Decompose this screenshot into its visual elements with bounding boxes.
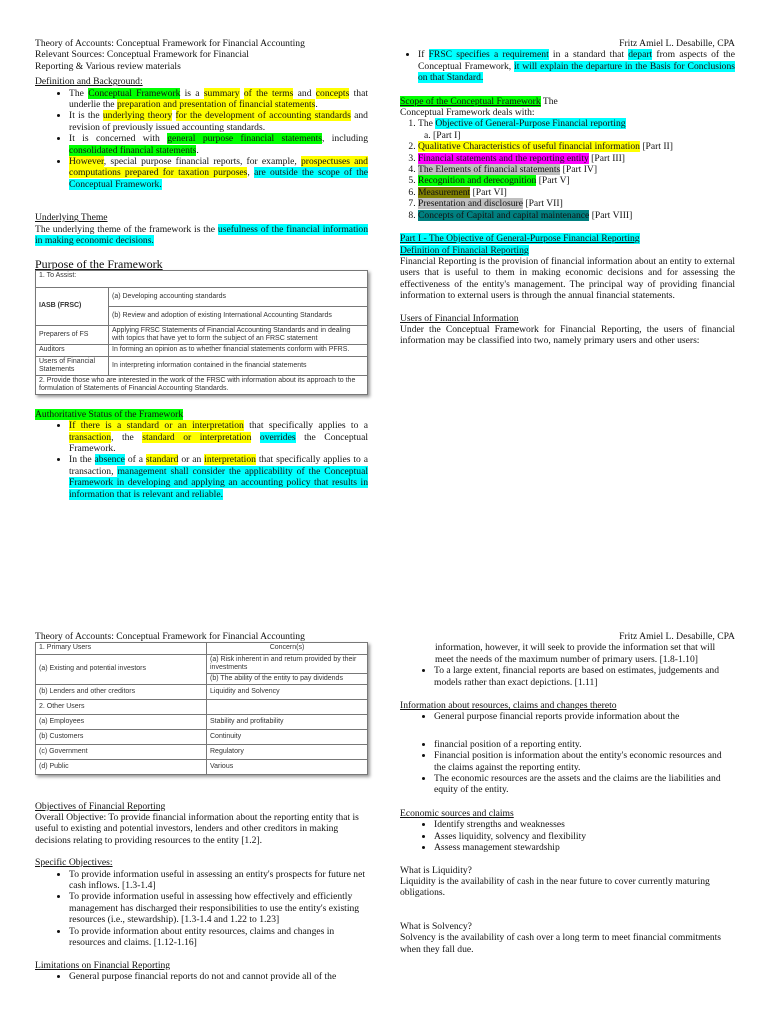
solvency-text: Solvency is the availability of cash over a long term to meet financial commitments when they fall due. (400, 932, 722, 955)
list-item: • To provide information useful in assessing how effectively and efficiently management has discharged their responsibilities to use the entity's existing resources (i.e., stewardship). [1.3-1.4 and 1.22 to 1.23] (69, 891, 368, 925)
limitations-list (35, 971, 368, 982)
list-item: • Asses liquidity, solvency and flexibility (434, 831, 735, 842)
specific-objectives-heading: Specific Objectives: (35, 857, 113, 869)
theme-heading: Underlying Theme (35, 212, 108, 224)
doc-title: Theory of Accounts: Conceptual Framework for Financial Accounting (35, 38, 305, 49)
table-row: (b) Review and adoption of existing International Accounting Standards (36, 306, 368, 325)
page-2 (0, 616, 768, 1024)
economic-heading: Economic sources and claims (400, 807, 514, 819)
list-item: • Financial position is information about the entity's economic resources and the claims against the reporting entity. (434, 750, 735, 773)
definition-list (35, 88, 368, 191)
sources-line: Relevant Sources: Conceptual Framework for Financial (35, 49, 249, 61)
list-item: • It is concerned with general purpose financial statements, including consolidated financial statements. (69, 133, 368, 156)
part1-heading: Part I - The Objective of General-Purpose Financial Reporting (400, 233, 640, 245)
table-row: Preparers of FS Applying FRSC Statements of Financial Accounting Standards and in dealing with topics that have yet to form the subject of an FRSC statement (36, 325, 368, 344)
table-row: 2. Other Users (36, 700, 368, 715)
users-text: Under the Conceptual Framework for Financial Reporting, the users of financial information may be classified into two, namely primary users and other users: (400, 323, 735, 347)
limitations-cont: information, however, it will seek to provide the information set that will meet the needs of the maximum number of primary users. [1.8-1.10] (435, 642, 716, 665)
scope-intro: Conceptual Framework deals with: (400, 107, 535, 119)
authoritative-list (35, 420, 368, 500)
list-item: • General purpose financial reports do not and cannot provide all of the (69, 971, 368, 982)
list-item: 1. The Objective of General-Purpose Financial reporting a. [Part I] (418, 118, 735, 141)
list-item: • Identify strengths and weaknesses (434, 819, 735, 830)
table-row: 1. To Assist: (36, 270, 368, 287)
table-row: 2. Provide those who are interested in the work of the FRSC with information about its approach to the formulation of Statements of Financial Accounting Standards. (36, 375, 368, 394)
definition-heading: Definition and Background: (35, 76, 143, 88)
limitations-list-cont (400, 665, 735, 688)
page1-left-column (35, 38, 368, 500)
purpose-table (35, 270, 368, 395)
list-item: • To provide information useful in assessing an entity's prospects for future net cash inflows. [1.3-1.4] (69, 869, 368, 892)
list-item: • However, special purpose financial reports, for example, prospectuses and computations prepared for taxation purposes, are outside the scope of the Conceptual Framework. (69, 156, 368, 190)
info-heading: Information about resources, claims and changes thereto (400, 700, 617, 712)
table-row: 1. Primary Users Concern(s) (36, 643, 368, 654)
page2-left-column (35, 631, 368, 982)
theme-text: The underlying theme of the framework is the usefulness of the financial information in making economic decisions. (35, 223, 368, 247)
specific-objectives-list (35, 869, 368, 949)
authoritative-list-cont (400, 49, 735, 83)
list-item: • If there is a standard or an interpretation that specifically applies to a transaction, the standard or interpretation overrides the Conceptual Framework. (69, 420, 368, 454)
list-item: • If FRSC specifies a requirement in a standard that depart from aspects of the Conceptual Framework, it will explain the departure in the Basis for Conclusions on that Standard. (418, 49, 735, 83)
scope-list (400, 118, 735, 221)
list-item: 3. Financial statements and the reporting entity [Part III] (418, 153, 735, 164)
table-row: (d) Public Various (36, 760, 368, 775)
list-item: • The Conceptual Framework is a summary of the terms and concepts that underlie the preparation and presentation of financial statements. (69, 88, 368, 111)
list-item: • To provide information about entity resources, claims and changes in resources and claims. [1.12-1.16] (69, 926, 368, 949)
doc-title-2: Theory of Accounts: Conceptual Framework for Financial Accounting (35, 631, 305, 642)
author-name-2: Fritz Amiel L. Desabille, CPA (619, 631, 735, 642)
liquidity-text: Liquidity is the availability of cash in the near future to cover currently maturing obligations. (400, 875, 710, 899)
table-row: IASB (FRSC) (a) Developing accounting standards (36, 287, 368, 306)
users-heading: Users of Financial Information (400, 312, 519, 324)
list-item: • Assess management stewardship (434, 842, 735, 853)
list-item: • To a large extent, financial reports are based on estimates, judgements and models rather than exact depictions. [1.11] (434, 665, 735, 688)
table-row: (b) Lenders and other creditors Liquidity and Solvency (36, 685, 368, 700)
part1-text: Financial Reporting is the provision of financial information about an entity to external users that is useful to them in making economic decisions and for assessing the effectiveness of the entity's management. The principal way of providing financial information to external users is through the annual financial statements. (400, 255, 735, 302)
scope-heading: Scope of the Conceptual Framework The (400, 95, 558, 107)
liquidity-heading: What is Liquidity? (400, 864, 472, 876)
table-row: Auditors In forming an opinion as to whether financial statements conform with PFRS. (36, 345, 368, 356)
list-item: • It is the underlying theory for the development of accounting standards and revision of previously issued accounting standards. (69, 110, 368, 133)
list-item: 5. Recognition and derecognition [Part V] (418, 175, 735, 186)
table-row: (a) Employees Stability and profitability (36, 715, 368, 730)
solvency-heading: What is Solvency? (400, 920, 472, 932)
table-row: (b) The ability of the entity to pay dividends (36, 674, 368, 685)
table-row: (b) Customers Continuity (36, 730, 368, 745)
author-name: Fritz Amiel L. Desabille, CPA (619, 38, 735, 49)
list-item: • General purpose financial reports provide information about the (434, 711, 735, 722)
limitations-heading: Limitations on Financial Reporting (35, 959, 171, 971)
list-item: 6. Measurement [Part VI] (418, 187, 735, 198)
definition-fr-heading: Definition of Financial Reporting (400, 244, 529, 256)
sources-line-2: Reporting & Various review materials (35, 60, 181, 72)
table-row: Users of Financial Statements In interpreting information contained in the financial statements (36, 356, 368, 375)
objectives-text: Overall Objective: To provide financial information about the reporting entity that is useful to existing and potential investors, lenders and other creditors in making decisions relating to providing resources to the entity [1.2]. (35, 812, 359, 846)
objectives-heading: Objectives of Financial Reporting (35, 800, 166, 812)
users-table (35, 642, 368, 775)
info-list (400, 711, 735, 795)
purpose-heading: Purpose of the Framework (35, 256, 163, 271)
list-item: • The economic resources are the assets and the claims are the liabilities and equity of the entity. (434, 773, 735, 796)
table-row: (a) Existing and potential investors (a) Risk inherent in and return provided by their investments (36, 654, 368, 673)
page1-right-column (400, 38, 735, 347)
list-item: 7. Presentation and disclosure [Part VII] (418, 198, 735, 209)
list-item: 4. The Elements of financial statements [Part IV] (418, 164, 735, 175)
list-item: • In the absence of a standard or an interpretation that specifically applies to a transaction, management shall consider the applicability of the Conceptual Framework in developing and applying an accounting policy that results in information that is relevant and reliable. (69, 454, 368, 500)
list-item: 2. Qualitative Characteristics of useful financial information [Part II] (418, 141, 735, 152)
table-row: (c) Government Regulatory (36, 745, 368, 760)
page2-right-column (400, 631, 735, 955)
list-item: 8. Concepts of Capital and capital maintenance [Part VIII] (418, 210, 735, 221)
authoritative-heading: Authoritative Status of the Framework (35, 408, 184, 420)
economic-list (400, 819, 735, 853)
list-item: • financial position of a reporting entity. (434, 739, 735, 750)
